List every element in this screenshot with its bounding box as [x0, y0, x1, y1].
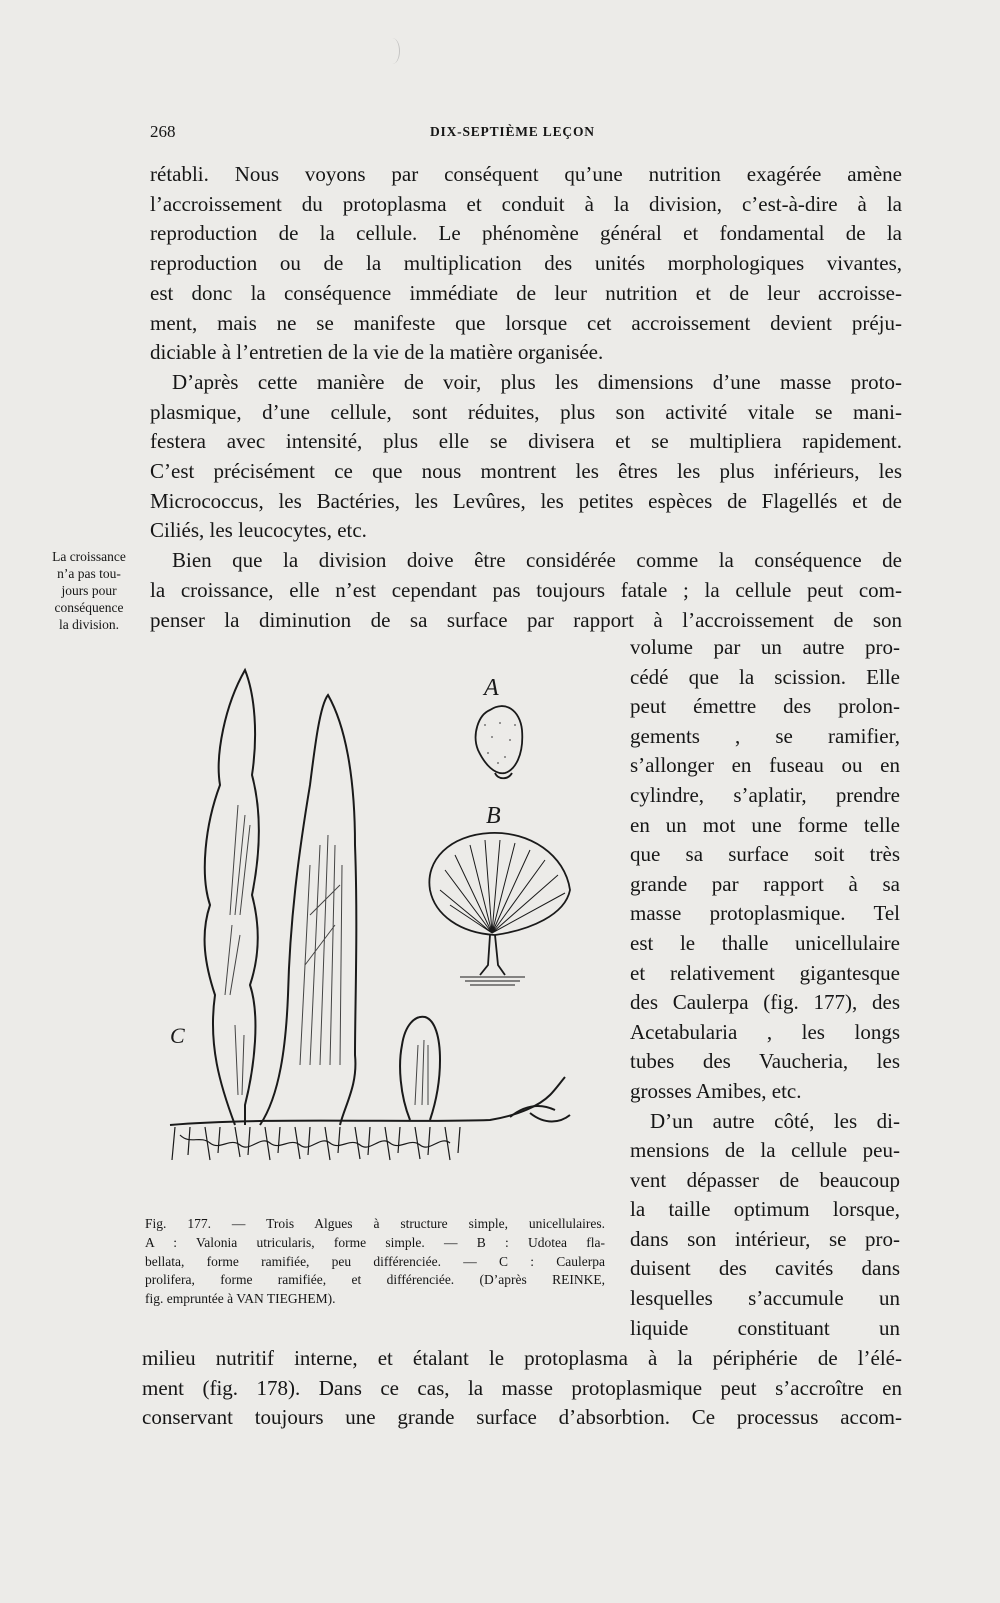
text-line: reproduction de la cellule. Le phénomène général et fondamental de la: [150, 221, 902, 246]
margin-note-line: n’a pas tou-: [57, 566, 121, 581]
figure-label-b: B: [486, 803, 501, 829]
text-line: cédé que la scission. Elle: [630, 664, 900, 689]
caption-line: fig. empruntée à VAN TIEGHEM).: [145, 1291, 336, 1307]
text-line: C’est précisément ce que nous montrent les êtres les plus inférieurs, les: [150, 459, 902, 484]
text-line: conservant toujours une grande surface d’absorbtion. Ce processus accom-: [142, 1405, 902, 1430]
text-line: volume par un autre pro-: [630, 635, 900, 659]
figure-caption: [145, 1215, 605, 1309]
text-line: Micrococcus, les Bactéries, les Levûres, les petites espèces de Flagellés et de: [150, 488, 902, 513]
text-line: dans son intérieur, se pro-: [630, 1226, 900, 1251]
text-line: D’un autre côté, les di-: [650, 1108, 900, 1133]
page-header: [150, 118, 902, 144]
text-line: penser la diminution de sa surface par rapport à l’accroissement de son: [150, 607, 902, 632]
text-line: la croissance, elle n’est cependant pas toujours fatale ; la cellule peut com-: [150, 577, 902, 602]
text-line: Bien que la division doive être considérée comme la conséquence de: [172, 548, 902, 573]
caption-line: A : Valonia utricularis, forme simple. — B : Udotea fla-: [145, 1234, 605, 1250]
margin-note-line: La croissance: [52, 549, 126, 564]
text-line: duisent des cavités dans: [630, 1256, 900, 1281]
text-line: tubes des Vaucheria, les: [630, 1049, 900, 1074]
text-line: diciable à l’entretien de la vie de la matière organisée.: [150, 340, 604, 365]
page-number: 268: [150, 122, 176, 141]
text-line: que sa surface soit très: [630, 842, 900, 867]
text-line: cylindre, s’aplatir, prendre: [630, 782, 900, 807]
margin-note-line: jours pour: [61, 583, 117, 598]
text-line: et relativement gigantesque: [630, 960, 900, 985]
text-line: ment (fig. 178). Dans ce cas, la masse protoplasmique peut s’accroître en: [142, 1375, 902, 1400]
text-line: rétabli. Nous voyons par conséquent qu’une nutrition exagérée amène: [150, 162, 902, 186]
text-line: milieu nutritif interne, et étalant le protoplasma à la périphérie de l’élé-: [142, 1346, 902, 1370]
margin-note: [30, 548, 148, 633]
text-line: D’après cette manière de voir, plus les dimensions d’une masse proto-: [172, 369, 902, 394]
text-line: la taille optimum lorsque,: [630, 1197, 900, 1222]
figure-label-a: A: [484, 675, 499, 701]
algae-illustration: [160, 665, 610, 1210]
text-line: plasmique, d’une cellule, sont réduites, plus son activité vitale se mani-: [150, 399, 902, 424]
text-line: ment, mais ne se manifeste que lorsque cet accroissement devient préju-: [150, 310, 902, 335]
text-line: grande par rapport à sa: [630, 871, 900, 896]
text-line: reproduction ou de la multiplication des unités morphologiques vivantes,: [150, 251, 902, 276]
text-line: mensions de la cellule peu-: [630, 1138, 900, 1163]
text-line: Acetabularia , les longs: [630, 1019, 900, 1044]
text-line: des Caulerpa (fig. 177), des: [630, 990, 900, 1015]
margin-note-line: conséquence: [54, 600, 124, 615]
text-line: est le thalle unicellulaire: [630, 930, 900, 955]
text-line: vent dépasser de beaucoup: [630, 1167, 900, 1192]
running-head: DIX-SEPTIÈME LEÇON: [430, 124, 595, 139]
text-line: lesquelles s’accumule un: [630, 1286, 900, 1311]
text-line: masse protoplasmique. Tel: [630, 901, 900, 926]
text-line: en un mot une forme telle: [630, 812, 900, 837]
text-line: peut émettre des prolon-: [630, 694, 900, 719]
caption-line: Fig. 177. — Trois Algues à structure simple, unicellulaires.: [145, 1216, 605, 1231]
text-line: Ciliés, les leucocytes, etc.: [150, 518, 367, 543]
body-text-top: [150, 160, 902, 635]
body-text-right-column: [630, 633, 900, 1343]
margin-note-line: la division.: [59, 617, 119, 632]
text-line: liquide constituant un: [630, 1315, 900, 1340]
algae-figure: [160, 665, 610, 1210]
text-line: grosses Amibes, etc.: [630, 1078, 802, 1103]
body-text-bottom: [142, 1344, 902, 1433]
caption-line: bellata, forme ramifiée, peu différenciée. — C : Caulerpa: [145, 1253, 605, 1269]
caption-line: prolifera, forme ramifiée, et différenciée. (D’après REINKE,: [145, 1272, 605, 1288]
text-line: gements , se ramifier,: [630, 723, 900, 748]
page-speck: [385, 38, 400, 64]
text-line: l’accroissement du protoplasma et conduit à la division, c’est-à-dire à la: [150, 191, 902, 216]
text-line: festera avec intensité, plus elle se divisera et se multipliera rapidement.: [150, 429, 902, 454]
text-line: s’allonger en fuseau ou en: [630, 753, 900, 778]
text-line: est donc la conséquence immédiate de leur nutrition et de leur accroisse-: [150, 280, 902, 305]
figure-label-c: C: [170, 1023, 185, 1048]
